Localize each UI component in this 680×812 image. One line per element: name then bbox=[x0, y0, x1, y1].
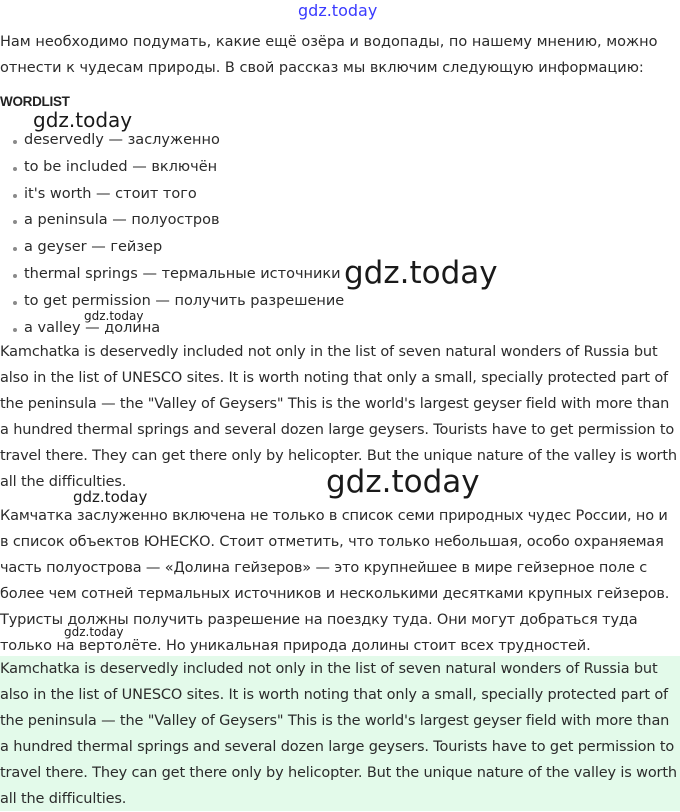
watermark-small: gdz.today bbox=[84, 309, 144, 323]
wordlist-item: thermal springs — термальные источники bbox=[0, 261, 344, 288]
wordlist bbox=[0, 127, 344, 341]
watermark-large: gdz.today bbox=[344, 255, 498, 291]
watermark-large: gdz.today bbox=[326, 464, 480, 500]
wordlist-item: a valley — долина bbox=[0, 315, 344, 342]
watermark-small: gdz.today bbox=[64, 625, 124, 639]
wordlist-item: to be included — включён bbox=[0, 154, 344, 181]
wordlist-item: to get permission — получить разрешение bbox=[0, 288, 344, 315]
wordlist-item: a peninsula — полуостров bbox=[0, 207, 344, 234]
highlighted-english-paragraph: Kamchatka is deservedly included not only in the list of seven natural wonders of Russia but also in the list of UNESCO sites. It is worth noting that only a small, specially protected part of the peninsula — the "Valley of Geysers" This is the world's largest geyser field with more than a hundred thermal springs and several dozen large geysers. Tourists have to get permission to travel there. They can get there only by helicopter. But the unique nature of the valley is worth all the difficulties. bbox=[0, 656, 680, 811]
english-paragraph: Kamchatka is deservedly included not only in the list of seven natural wonders of Russia but also in the list of UNESCO sites. It is worth noting that only a small, specially protected part of the peninsula — the "Valley of Geysers" This is the world's largest geyser field with more than a hundred thermal springs and several dozen large geysers. Tourists have to get permission to travel there. They can get there only by helicopter. But the unique nature of the valley is worth all the difficulties. bbox=[0, 344, 677, 490]
watermark: gdz.today bbox=[73, 488, 148, 506]
wordlist-item: deservedly — заслуженно bbox=[0, 127, 344, 154]
wordlist-item: a geyser — гейзер bbox=[0, 234, 344, 261]
wordlist-title: WORDLIST bbox=[0, 94, 70, 109]
watermark: gdz.today bbox=[33, 108, 133, 132]
watermark-top: gdz.today bbox=[298, 1, 378, 20]
wordlist-item: it's worth — стоит того bbox=[0, 181, 344, 208]
russian-paragraph: Камчатка заслуженно включена не только в список семи природных чудес России, но и в список объектов ЮНЕСКО. Стоит отметить, что только небольшая, особо охраняемая часть полуострова — «Долина гейзеров» — это крупнейшее в мире гейзерное поле с более чем сотней термальных источников и несколькими десятками крупных гейзеров. Туристы должны получить разрешение на поездку туда. Они могут добраться туда только на вертолёте. Но уникальная природа долины стоит всех трудностей. bbox=[0, 508, 670, 654]
intro-paragraph: Нам необходимо подумать, какие ещё озёра и водопады, по нашему мнению, можно отнести к чудесам природы. В свой рассказ мы включим следующую информацию: bbox=[0, 34, 658, 76]
